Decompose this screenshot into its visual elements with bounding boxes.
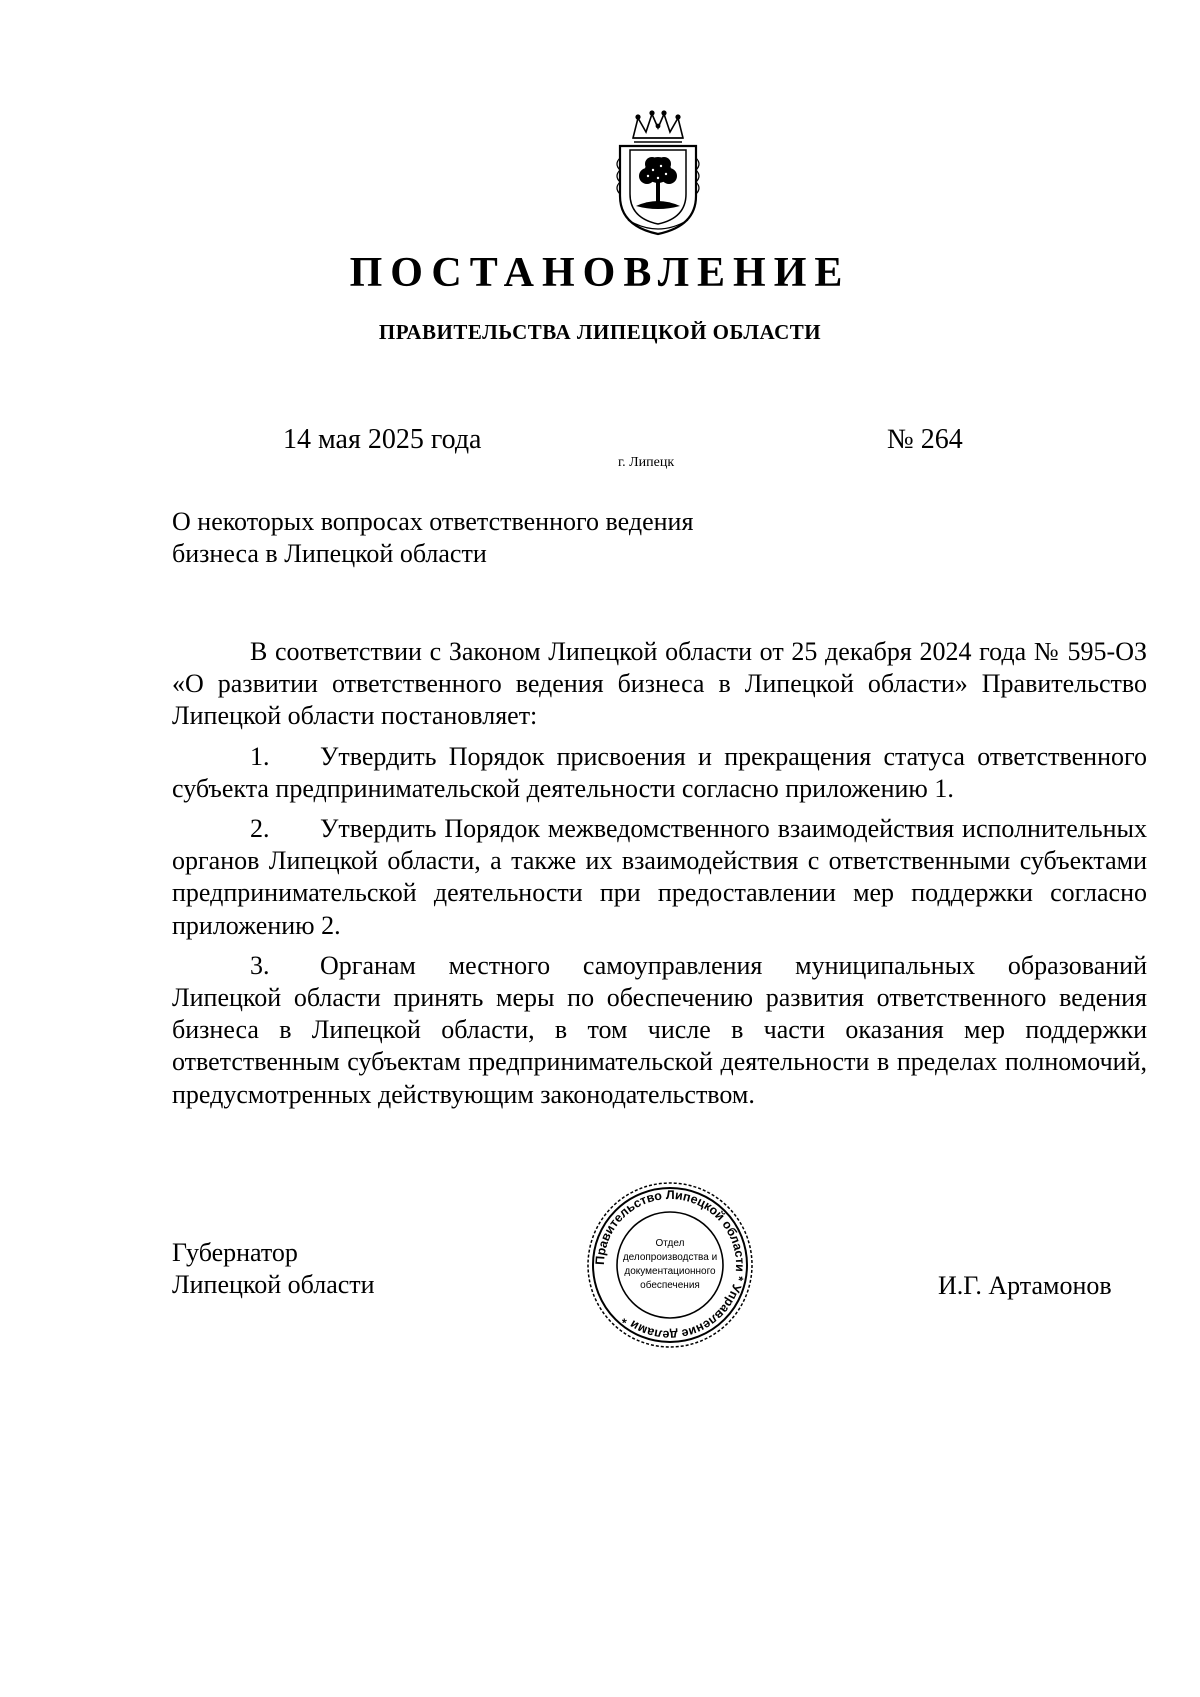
list-item: [172, 741, 1147, 805]
document-date: 14 мая 2025 года: [283, 424, 482, 455]
list-item: [172, 950, 1147, 1111]
official-seal-stamp-icon: [585, 1180, 755, 1350]
document-title: ПОСТАНОВЛЕНИЕ: [349, 250, 851, 296]
item-text: Органам местного самоуправления муниципальных образований Липецкой области принять меры по обеспечению развития ответственного ведения бизнеса в Липецкой области, в том числе в части оказания мер поддержки ответственным субъектам предпринимательской деятельности в пределах полномочий, предусмотренных действующим законодательством.: [172, 950, 1147, 1109]
subject-line-1: О некоторых вопросах ответственного ведения: [172, 507, 694, 536]
item-number: 3.: [250, 950, 270, 980]
stamp-outer-text: Правительство Липецкой области * Управление делами *: [592, 1187, 748, 1343]
item-number: 1.: [250, 741, 270, 771]
signatory-name: И.Г. Артамонов: [938, 1271, 1112, 1300]
item-text: Утвердить Порядок присвоения и прекращения статуса ответственного субъекта предпринимательской деятельности согласно приложению 1.: [172, 741, 1147, 803]
stamp-inner-line-3: документационного: [624, 1266, 716, 1277]
item-text: Утвердить Порядок межведомственного взаимодействия исполнительных органов Липецкой области, а также их взаимодействия с ответственными субъектами предпринимательской деятельности при предоставлении мер поддержки согласно приложению 2.: [172, 814, 1147, 940]
document-subtitle: ПРАВИТЕЛЬСТВА ЛИПЕЦКОЙ ОБЛАСТИ: [378, 320, 822, 344]
subject-line-2: бизнеса в Липецкой области: [172, 539, 487, 568]
item-number: 2.: [250, 814, 270, 844]
position-line-2: Липецкой области: [172, 1270, 375, 1299]
coat-of-arms-emblem-icon: [608, 108, 708, 238]
document-subject: [172, 506, 693, 570]
stamp-inner-line-1: Отдел: [655, 1238, 685, 1249]
preamble-paragraph: В соответствии с Законом Липецкой области от 25 декабря 2024 года № 595-ОЗ «О развитии ответственного ведения бизнеса в Липецкой области» Правительство Липецкой области постановляет:: [172, 637, 1147, 731]
position-line-1: Губернатор: [172, 1238, 298, 1267]
document-city: г. Липецк: [618, 455, 675, 470]
document-number: № 264: [887, 424, 963, 455]
document-body: [172, 636, 1147, 1111]
signatory-position: [172, 1237, 375, 1301]
stamp-inner-line-4: обеспечения: [640, 1280, 700, 1291]
list-item: [172, 813, 1147, 942]
stamp-inner-line-2: делопроизводства и: [622, 1252, 718, 1263]
